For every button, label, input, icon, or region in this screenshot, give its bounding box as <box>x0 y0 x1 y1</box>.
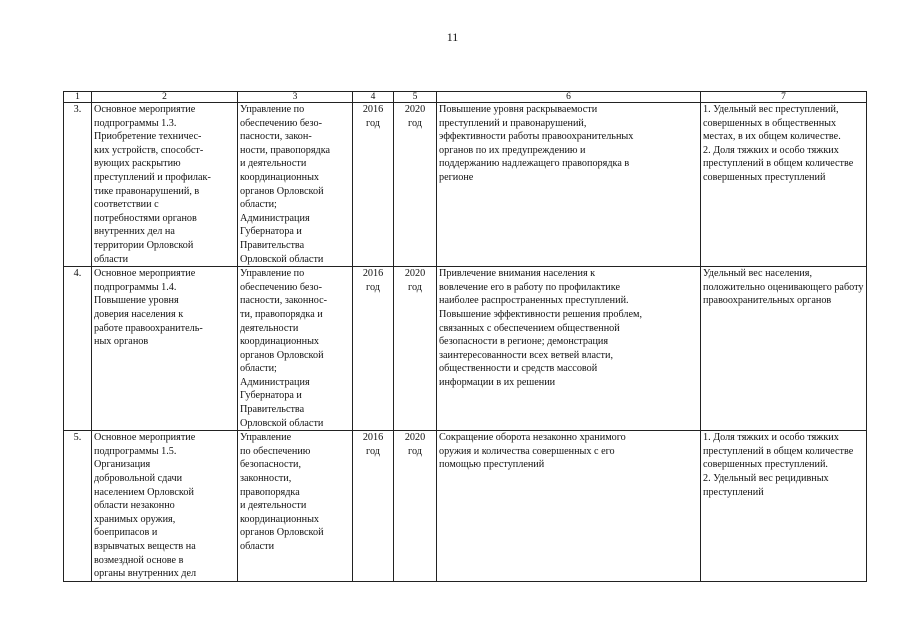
start-year-cell: 2016 год <box>353 267 394 431</box>
table-row <box>64 103 867 267</box>
row-number: 4. <box>64 267 92 431</box>
header-cell-3: 3 <box>238 92 353 103</box>
table-row <box>64 267 867 431</box>
measures-table <box>63 91 867 582</box>
indicators-cell: 1. Доля тяжких и особо тяжких преступлений в общем количестве совершенных преступлений. 2. Удельный вес рецидивных преступлений <box>701 431 867 582</box>
end-year-cell: 2020 год <box>394 431 437 582</box>
start-year-cell: 2016 год <box>353 431 394 582</box>
result-cell: Повышение уровня раскрываемости преступлений и правонарушений, эффективности работы правоохранительных органов по их предупреждению и поддержанию надлежащего правопорядка в регионе <box>437 103 701 267</box>
header-cell-6: 6 <box>437 92 701 103</box>
executor-cell: Управление по обеспечению безо- пасности, законнос- ти, правопорядка и деятельности координационных органов Орловской области; Администрация Губернатора и Правительства Орловской области <box>238 267 353 431</box>
row-number: 5. <box>64 431 92 582</box>
start-year-cell: 2016 год <box>353 103 394 267</box>
header-cell-4: 4 <box>353 92 394 103</box>
activity-cell: Основное мероприятие подпрограммы 1.4. Повышение уровня доверия населения к работе правоохранитель- ных органов <box>92 267 238 431</box>
indicators-cell: Удельный вес населения, положительно оценивающего работу правоохранительных органов <box>701 267 867 431</box>
page-number: 11 <box>446 30 459 44</box>
executor-cell: Управление по обеспечению безопасности, законности, правопорядка и деятельности координационных органов Орловской области <box>238 431 353 582</box>
row-number: 3. <box>64 103 92 267</box>
activity-cell: Основное мероприятие подпрограммы 1.5. Организация добровольной сдачи населением Орловской области незаконно хранимых оружия, боеприпасов и взрывчатых веществ на возмездной основе в органы внутренних дел <box>92 431 238 582</box>
header-cell-5: 5 <box>394 92 437 103</box>
activity-cell: Основное мероприятие подпрограммы 1.3. Приобретение техничес- ких устройств, способст- вующих раскрытию преступлений и профилак- тике правонарушений, в соответствии с потребностями органов внутренних дел на территории Орловской области <box>92 103 238 267</box>
table-row <box>64 431 867 582</box>
header-cell-7: 7 <box>701 92 867 103</box>
result-cell: Сокращение оборота незаконно хранимого оружия и количества совершенных с его помощью преступлений <box>437 431 701 582</box>
indicators-cell: 1. Удельный вес преступлений, совершенных в общественных местах, в их общем количестве. 2. Доля тяжких и особо тяжких преступлений в общем количестве совершенных преступлений <box>701 103 867 267</box>
result-cell: Привлечение внимания населения к вовлечение его в работу по профилактике наиболее распространенных преступлений. Повышение эффективности решения проблем, связанных с обеспечением общественной безопасности в регионе; демонстрация заинтересованности всех ветвей власти, общественности и средств массовой информации в их решении <box>437 267 701 431</box>
header-row <box>64 92 867 103</box>
end-year-cell: 2020 год <box>394 267 437 431</box>
header-cell-1: 1 <box>64 92 92 103</box>
header-cell-2: 2 <box>92 92 238 103</box>
executor-cell: Управление по обеспечению безо- пасности, закон- ности, правопорядка и деятельности координационных органов Орловской области; Администрация Губернатора и Правительства Орловской области <box>238 103 353 267</box>
end-year-cell: 2020 год <box>394 103 437 267</box>
